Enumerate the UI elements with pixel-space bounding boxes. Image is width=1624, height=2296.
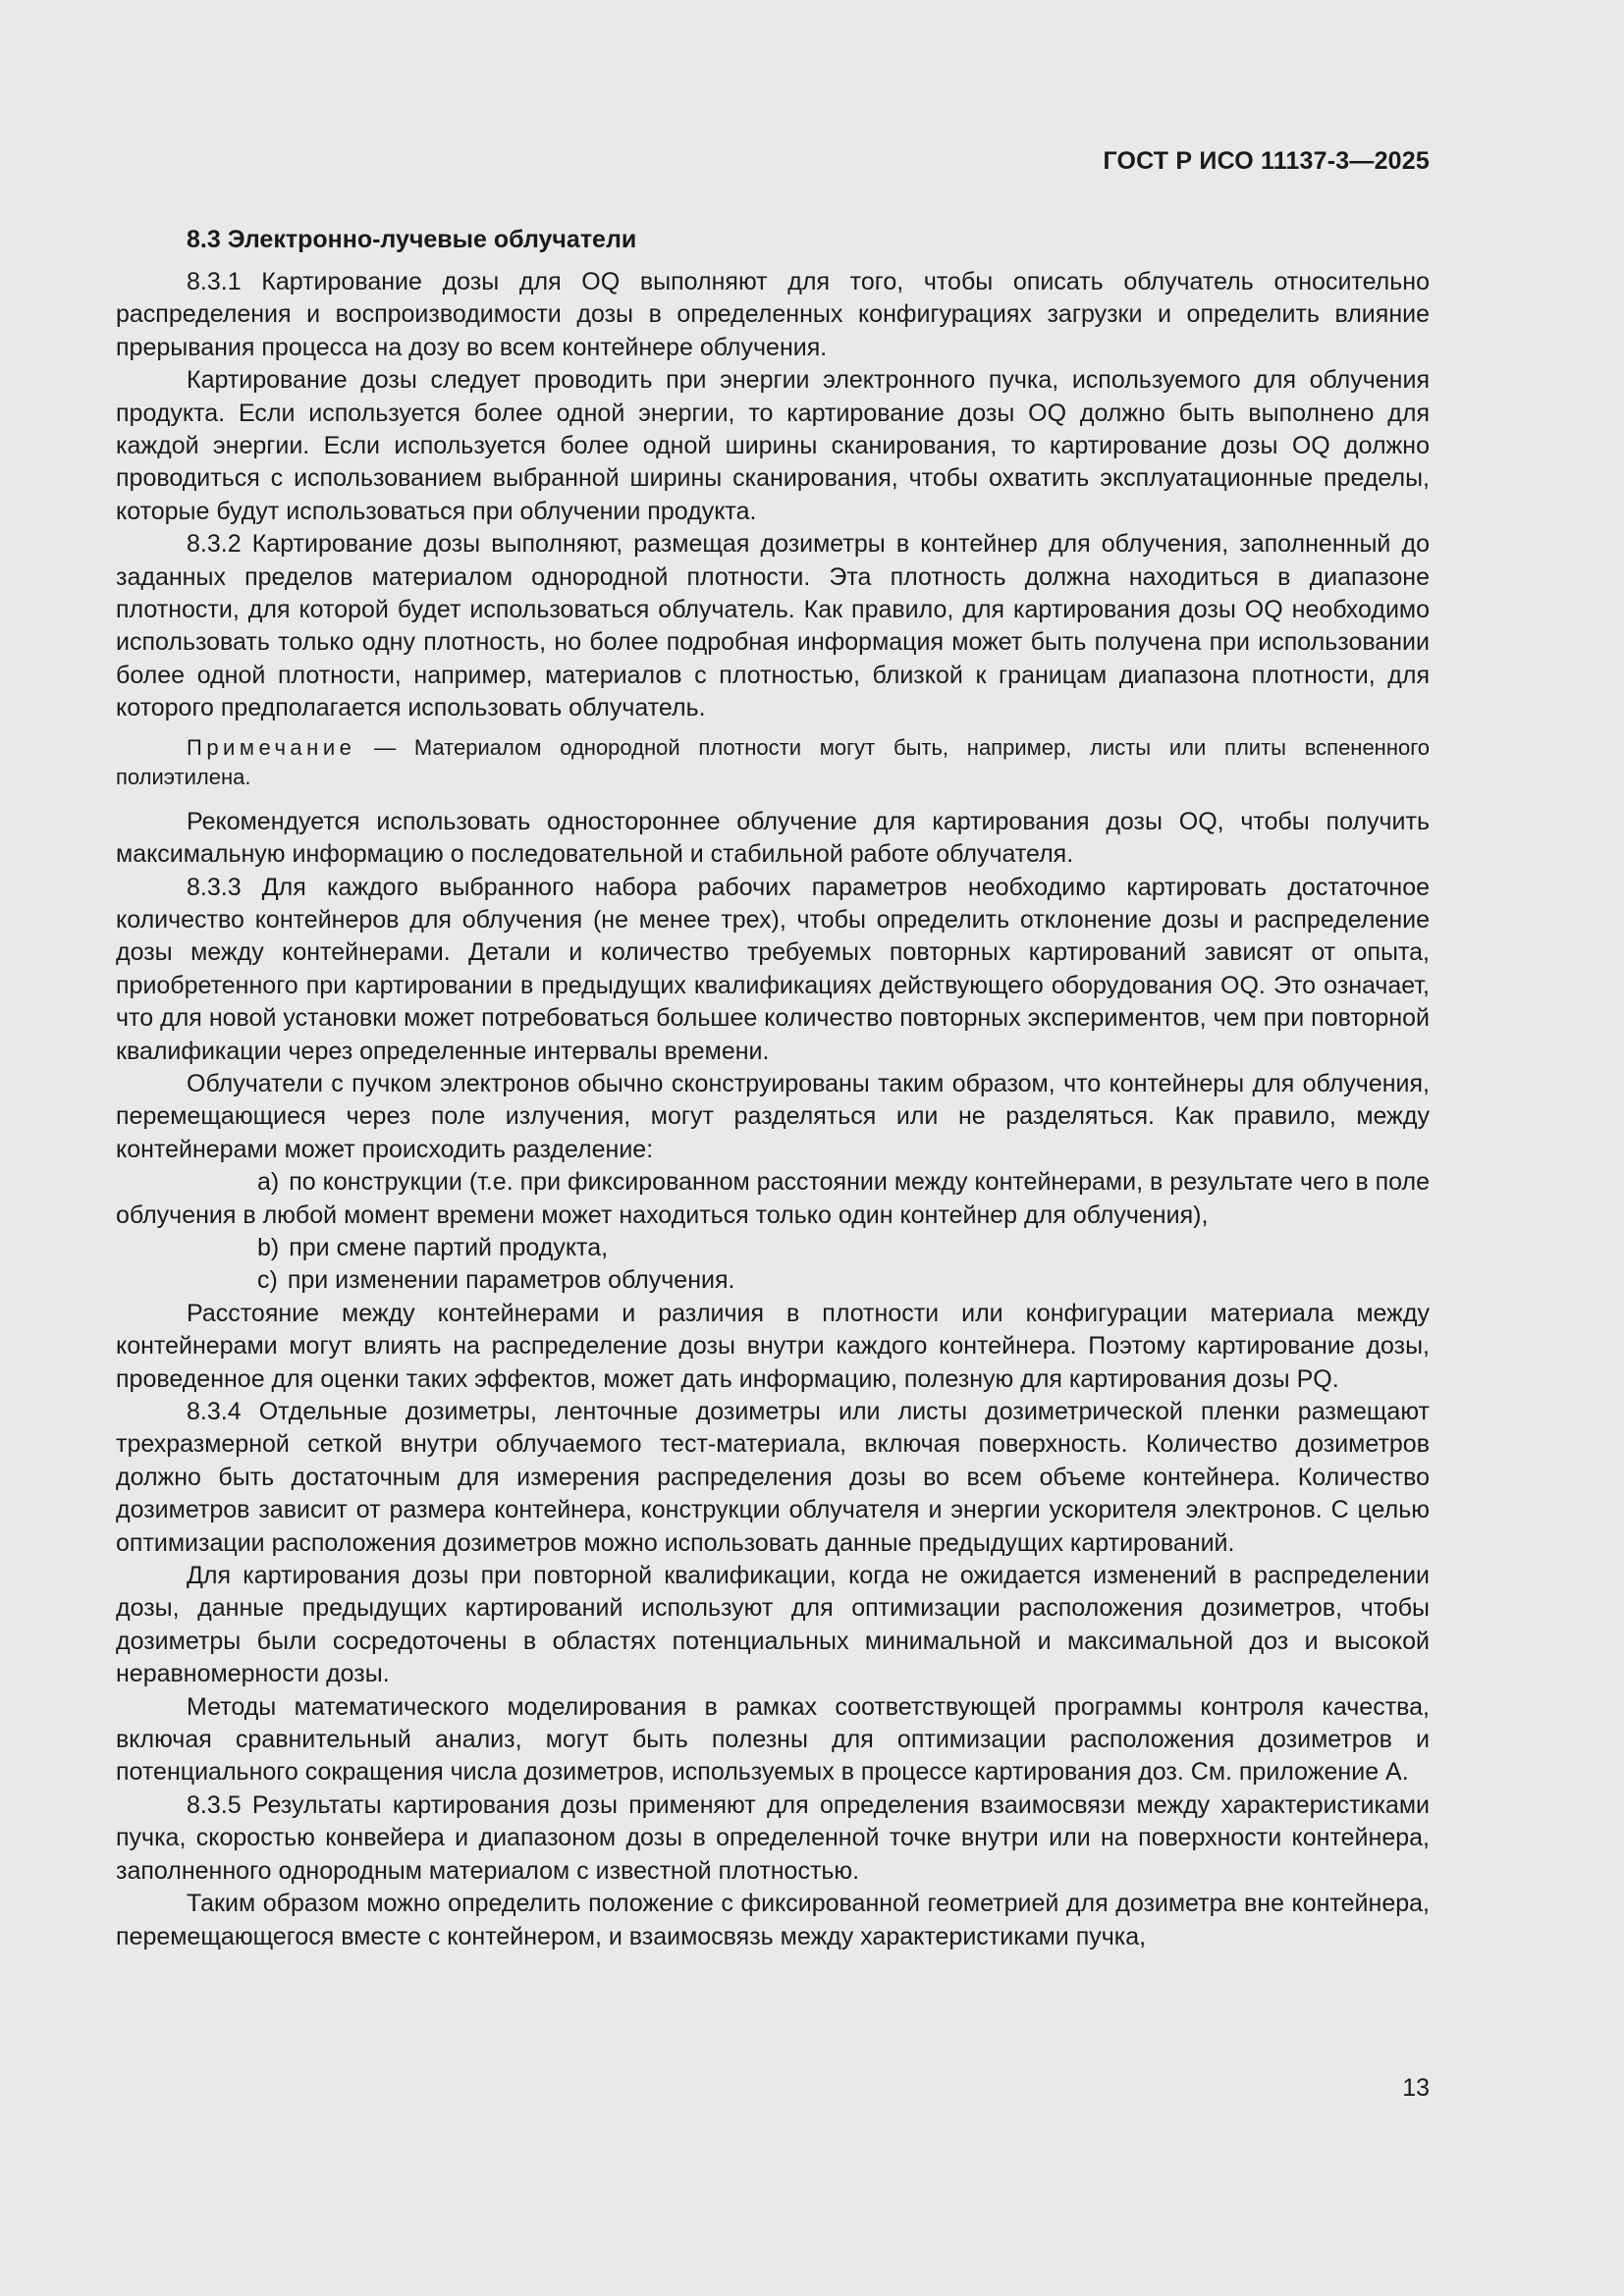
list-marker: a)	[257, 1168, 280, 1197]
paragraph-fixed-geometry: Таким образом можно определить положение с фиксированной геометрией для дозиметра вне контейнера, перемещающегося вместе с контейнером, и взаимосвязь между характеристиками пучка,	[116, 1890, 1430, 1950]
note	[116, 733, 1430, 792]
note-text: — Материалом однородной плотности могут быть, например, листы или плиты вспененного полиэтилена.	[116, 734, 1430, 789]
list-item-text: по конструкции (т.е. при фиксированном расстоянии между контейнерами, в результате чего в поле облучения в любой момент времени может находиться только один контейнер для облучения),	[116, 1168, 1430, 1229]
paragraph-8-3-1: 8.3.1 Картирование дозы для OQ выполняют для того, чтобы описать облучатель относительно распределения и воспроизводимости дозы в определенных конфигурациях загрузки и определить влияние прерывания процесса на дозу во всем контейнере облучения.	[116, 268, 1430, 361]
paragraph-container-distance: Расстояние между контейнерами и различия в плотности или конфигурации материала между контейнерами могут влиять на распределение дозы внутри каждого контейнера. Поэтому картирование дозы, проведенное для оценки таких эффектов, может дать информацию, полезную для картирования дозы PQ.	[116, 1299, 1430, 1393]
list-item	[116, 1232, 1430, 1264]
paragraph-8-3-2: 8.3.2 Картирование дозы выполняют, размещая дозиметры в контейнер для облучения, заполненный до заданных пределов материалом однородной плотности. Эта плотность должна находиться в диапазоне плотности, для которой будет использоваться облучатель. Как правило, для картирования дозы OQ необходимо использовать только одну плотность, но более подробная информация может быть получена при использовании более одной плотности, например, материалов с плотностью, близкой к границам диапазона плотности, для которого предполагается использовать облучатель.	[116, 530, 1430, 722]
paragraph-8-3-4: 8.3.4 Отдельные дозиметры, ленточные дозиметры или листы дозиметрической пленки размещают трехразмерной сеткой внутри облучаемого тест-материала, включая поверхность. Количество дозиметров должно быть достаточным для измерения распределения дозы во всем объеме контейнера. Количество дозиметров зависит от размера контейнера, конструкции облучателя и энергии ускорителя электронов. С целью оптимизации расположения дозиметров можно использовать данные предыдущих картирований.	[116, 1398, 1430, 1557]
section-title: 8.3 Электронно-лучевые облучатели	[187, 226, 637, 253]
paragraph-8-3-3: 8.3.3 Для каждого выбранного набора рабочих параметров необходимо картировать достаточное количество контейнеров для облучения (не менее трех), чтобы определить отклонение дозы и распределение дозы между контейнерами. Детали и количество требуемых повторных картирований зависят от опыта, приобретенного при картировании в предыдущих квалификациях действующего оборудования OQ. Это означает, что для новой установки может потребоваться большее количество повторных экспериментов, чем при повторной квалификации через определенные интервалы времени.	[116, 873, 1430, 1065]
paragraph-separation: Облучатели с пучком электронов обычно сконструированы таким образом, что контейнеры для облучения, перемещающиеся через поле излучения, могут разделяться или не разделяться. Как правило, между контейнерами может происходить разделение:	[116, 1069, 1430, 1163]
list-marker: b)	[257, 1233, 280, 1261]
paragraph-one-sided: Рекомендуется использовать одностороннее облучение для картирования дозы OQ, чтобы получить максимальную информацию о последовательной и стабильной работе облучателя.	[116, 807, 1430, 869]
paragraph-8-3-5: 8.3.5 Результаты картирования дозы применяют для определения взаимосвязи между характеристиками пучка, скоростью конвейера и диапазоном дозы в определенной точке внутри или на поверхности контейнера, заполненного однородным материалом с известной плотностью.	[116, 1790, 1430, 1885]
list-item	[116, 1264, 1430, 1297]
list-marker: c)	[257, 1266, 278, 1295]
note-label: Примечание	[187, 734, 356, 760]
paragraph-requalification: Для картирования дозы при повторной квалификации, когда не ожидается изменений в распределении дозы, данные предыдущих картирований используют для оптимизации расположения дозиметров, чтобы дозиметры были сосредоточены в областях потенциальных минимальной и максимальной доз и высокой неравномерности дозы.	[116, 1562, 1430, 1688]
document-body	[116, 224, 1430, 1953]
paragraph-dose-energy: Картирование дозы следует проводить при энергии электронного пучка, используемого для облучения продукта. Если используется более одной энергии, то картирование дозы OQ должно быть выполнено для каждой энергии. Если используется более одной ширины сканирования, то картирование дозы OQ должно проводиться с использованием выбранной ширины сканирования, чтобы охватить эксплуатационные пределы, которые будут использоваться при облучении продукта.	[116, 366, 1430, 525]
document-header: ГОСТ Р ИСО 11137-3—2025	[1103, 147, 1430, 175]
list-item	[116, 1166, 1430, 1232]
paragraph-modeling: Методы математического моделирования в рамках соответствующей программы контроля качества, включая сравнительный анализ, могут быть полезны для оптимизации расположения дозиметров и потенциального сокращения числа дозиметров, используемых в процессе картирования доз. См. приложение А.	[116, 1692, 1430, 1787]
list-item-text: при смене партий продукта,	[289, 1233, 609, 1261]
list-item-text: при изменении параметров облучения.	[287, 1266, 735, 1295]
page-number: 13	[1402, 2074, 1430, 2102]
